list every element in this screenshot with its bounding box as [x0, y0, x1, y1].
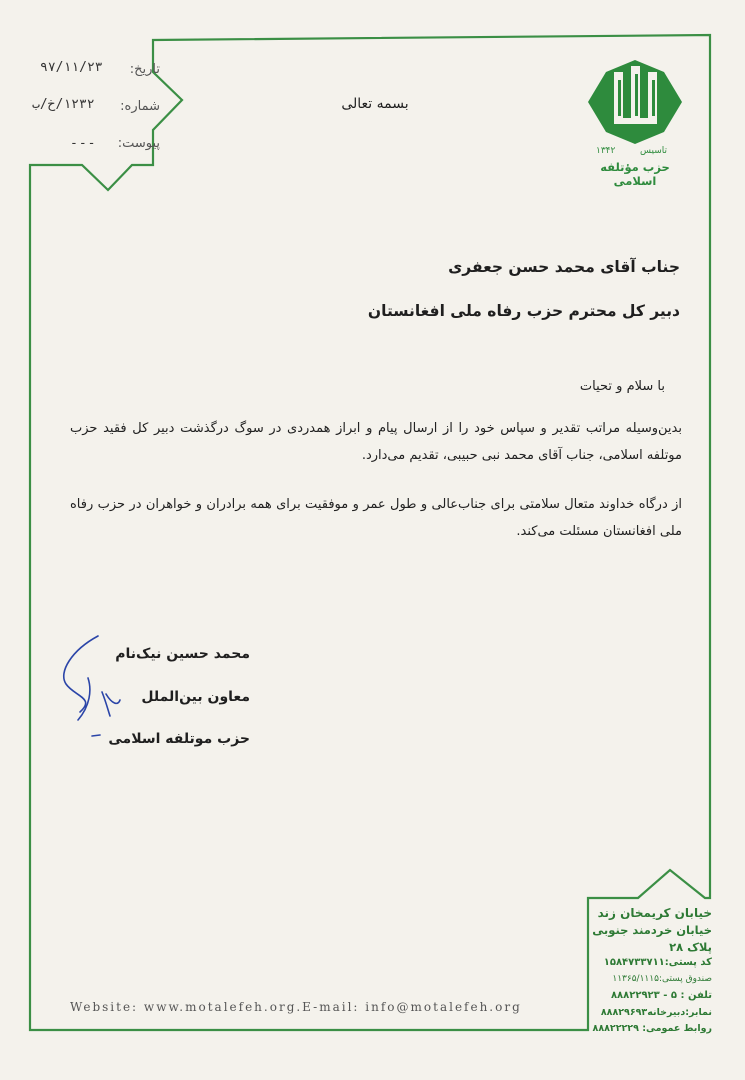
signatory-title: معاون بین‌الملل — [141, 689, 250, 705]
address-fax: نمابر:دبیرخانه۸۸۸۲۹۶۹۳ — [600, 1007, 712, 1018]
number-value: ۱۲۳۲/خ/ب — [32, 97, 95, 112]
address-public-relations: روابط عمومی: ۸۸۸۲۲۲۲۹ — [592, 1023, 712, 1034]
paragraph-1: بدین‌وسیله مراتب تقدیر و سپاس خود را از ارسال پیام و ابراز همدردی در سوگ درگذشت دبیر کل فقید حزب موتلفه اسلامی، جناب آقای محمد نبی حبیبی، تقدیم می‌دارد. — [70, 421, 682, 463]
attachment-value: --- — [70, 136, 97, 151]
address-phone: تلفن : ۵ - ۸۸۸۲۲۹۲۳ — [610, 990, 712, 1001]
recipient-name: جناب آقای محمد حسن جعفری — [448, 258, 680, 276]
address-postal-code: کد پستی:۱۵۸۴۷۳۳۷۱۱ — [603, 957, 712, 968]
recipient-title: دبیر کل محترم حزب رفاه ملی افغانستان — [367, 302, 680, 320]
date-value: ۹۷/۱۱/۲۳ — [40, 60, 103, 75]
founded-year: ۱۳۴۲ — [596, 146, 616, 156]
greeting: با سلام و تحیات — [579, 379, 665, 394]
address-street-2: خیابان خردمند جنوبی — [592, 923, 712, 937]
address-po-box: صندوق پستی:۱۱۳۶۵/۱۱۱۵ — [612, 974, 712, 984]
address-plaque: پلاک ۲۸ — [669, 940, 712, 954]
paragraph-2: از درگاه خداوند متعال سلامتی برای جناب‌عالی و طول عمر و موفقیت برای همه برادران و خواهران در حزب رفاه ملی افغانستان مسئلت می‌کند. — [70, 497, 682, 539]
party-logo — [582, 58, 688, 188]
signatory-name: محمد حسین نیک‌نام — [115, 646, 250, 662]
address-street-1: خیابان کریمخان زند — [597, 906, 712, 920]
party-emblem-icon — [582, 58, 688, 146]
party-name: حزب مؤتلفه اسلامی — [600, 160, 670, 188]
number-label: شماره: — [120, 99, 160, 114]
invocation-heading: بسمه تعالی — [341, 96, 409, 112]
signatory-organization: حزب موتلفه اسلامی — [108, 731, 250, 747]
attachment-label: پیوست: — [117, 136, 160, 151]
founded-label: تاسیس — [640, 146, 667, 156]
footer-contact: Website: www.motalefeh.org.E-mail: info@motalefeh.org — [70, 1000, 522, 1014]
date-label: تاریخ: — [129, 62, 160, 77]
